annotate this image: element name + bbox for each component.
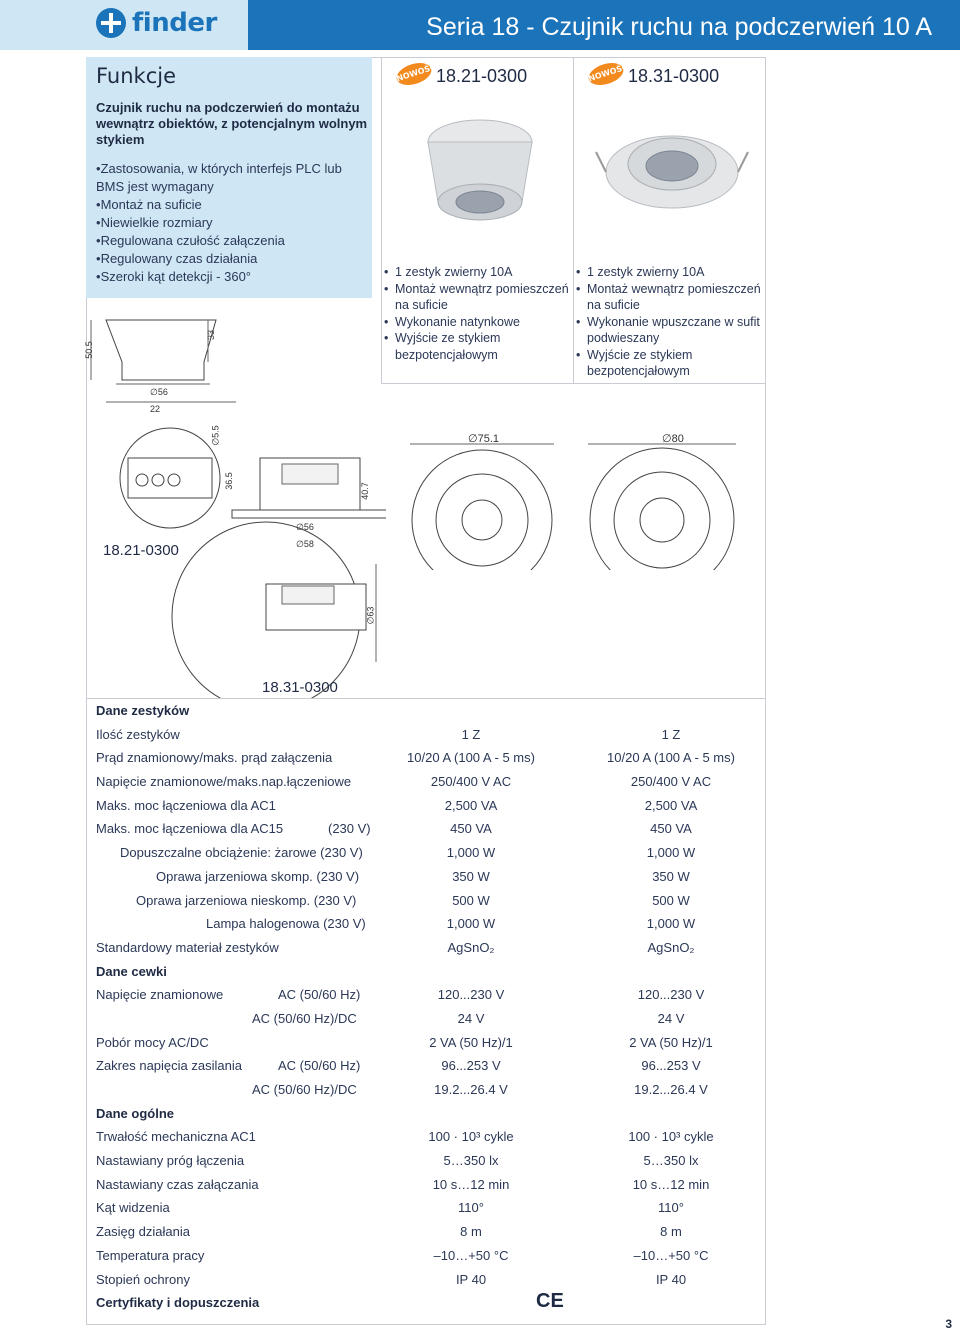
value-cell: 2 VA (50 Hz)/1: [429, 1034, 513, 1050]
value-cell: 5…350 lx: [643, 1153, 699, 1169]
dimension-label: ∅75.1: [468, 433, 499, 445]
table-row: [96, 866, 766, 890]
list-item: • Wykonanie wpuszczane w sufit podwieszany: [576, 314, 762, 347]
drawing-label: 18.21-0300: [103, 542, 179, 559]
spec-table: [96, 700, 766, 1316]
list-item: • Regulowana czułość załączenia: [96, 232, 371, 250]
table-row: [96, 1197, 766, 1221]
value-cell: 2 VA (50 Hz)/1: [629, 1034, 713, 1050]
row-label: Maks. moc łączeniowa dla AC1: [96, 797, 276, 813]
row-label: Dopuszczalne obciążenie: żarowe (230 V): [120, 845, 363, 861]
table-row: [96, 795, 766, 819]
list-item: • Montaż wewnątrz pomieszczeń na suficie: [576, 281, 762, 314]
dimension-label: ∅63: [365, 606, 376, 625]
ce-mark-icon: CE: [536, 1290, 564, 1313]
table-section-header: [96, 1292, 766, 1316]
table-row: [96, 1032, 766, 1056]
value-cell: 24 V: [457, 1010, 485, 1026]
list-item: • Zastosowania, w których interfejs PLC lub BMS jest wymagany: [96, 160, 371, 196]
row-sublabel: AC (50/60 Hz)/DC: [252, 1010, 357, 1026]
row-label: Pobór mocy AC/DC: [96, 1034, 209, 1050]
table-row: [96, 842, 766, 866]
value-cell: 450 VA: [450, 821, 492, 837]
row-label: Napięcie znamionowe/maks.nap.łączeniowe: [96, 774, 352, 790]
new-badge: NOWOŚĆ: [586, 59, 626, 89]
table-row: [96, 913, 766, 937]
functions-description: Czujnik ruchu na podczerwień do montażu wewnątrz obiektów, z potencjalnym wolnym stykiem: [96, 100, 368, 147]
value-cell: 8 m: [660, 1224, 682, 1240]
table-row: [96, 1008, 766, 1032]
row-label: Napięcie znamionowe: [96, 987, 224, 1003]
value-cell: AgSnO₂: [647, 939, 695, 955]
value-cell: 1,000 W: [446, 845, 496, 861]
brand-name: finder: [132, 8, 217, 38]
dimension-label: 22: [150, 404, 161, 414]
row-label: Kąt widzenia: [96, 1200, 170, 1216]
value-cell: 96...253 V: [641, 1058, 701, 1074]
value-cell: 10 s…12 min: [432, 1176, 510, 1192]
value-cell: 24 V: [657, 1010, 685, 1026]
drawing-label: 18.31-0300: [262, 679, 338, 696]
row-label: Maks. moc łączeniowa dla AC15: [96, 821, 284, 837]
table-row: [96, 1174, 766, 1198]
row-label: Zakres napięcia zasilania: [96, 1058, 242, 1074]
table-row: [96, 937, 766, 961]
value-cell: 1,000 W: [646, 845, 696, 861]
product-code: 18.21-0300: [436, 66, 528, 86]
row-label: Oprawa jarzeniowa skomp. (230 V): [156, 868, 360, 884]
technical-drawings-front: [400, 430, 760, 570]
value-cell: 19.2...26.4 V: [434, 1082, 508, 1097]
row-label: Trwałość mechaniczna AC1: [96, 1129, 256, 1145]
value-cell: 120...230 V: [637, 987, 705, 1003]
value-cell: 500 W: [452, 892, 490, 908]
product-photo-18-21: [400, 92, 560, 252]
value-cell: 100 · 10³ cykle: [628, 1129, 714, 1145]
value-cell: 350 W: [652, 868, 690, 884]
product-features: [576, 264, 762, 380]
divider: [381, 383, 766, 384]
value-cell: 10 s…12 min: [632, 1176, 710, 1192]
dimension-label: 33: [206, 329, 217, 341]
row-sublabel: AC (50/60 Hz)/DC: [252, 1082, 357, 1097]
list-item: • Wyjście ze stykiem bezpotencjałowym: [384, 330, 569, 363]
product-features: [384, 264, 569, 363]
series-title: Seria 18 - Czujnik ruchu na podczerwień 10 A: [248, 0, 960, 50]
list-item: • Montaż wewnątrz pomieszczeń na suficie: [384, 281, 569, 314]
value-cell: AgSnO₂: [447, 939, 495, 955]
table-row: [96, 1221, 766, 1245]
row-label: Dane cewki: [96, 963, 167, 979]
page-number: 3: [945, 1317, 952, 1331]
row-sublabel: (230 V): [328, 821, 371, 837]
dimension-label: 36.5: [223, 472, 234, 490]
functions-list: [96, 160, 371, 286]
table-row: [96, 747, 766, 771]
row-label: Oprawa jarzeniowa nieskomp. (230 V): [136, 892, 357, 908]
table-row: [96, 1150, 766, 1174]
row-label: Zasięg działania: [96, 1224, 190, 1240]
row-label: Nastawiany czas załączania: [96, 1176, 259, 1192]
value-cell: IP 40: [455, 1271, 487, 1287]
row-label: Dane zestyków: [96, 703, 190, 718]
value-cell: 5…350 lx: [443, 1153, 499, 1169]
value-cell: 450 VA: [650, 821, 692, 837]
table-row: [96, 1126, 766, 1150]
dimension-label: ∅5.5: [210, 425, 221, 446]
row-label: Dane ogólne: [96, 1105, 175, 1121]
functions-title: Funkcje: [96, 64, 177, 88]
value-cell: 1,000 W: [646, 916, 696, 932]
row-sublabel: AC (50/60 Hz): [278, 1058, 361, 1074]
list-item: • Wyjście ze stykiem bezpotencjałowym: [576, 347, 762, 380]
table-row: [96, 1269, 766, 1293]
row-label: Ilość zestyków: [96, 726, 180, 742]
row-label: Stopień ochrony: [96, 1271, 190, 1287]
table-row: [96, 771, 766, 795]
product-photo-18-31: [592, 92, 752, 252]
table-row: [96, 890, 766, 914]
table-section-header: [96, 1103, 766, 1127]
dimension-label: ∅56: [296, 522, 314, 532]
list-item: • 1 zestyk zwierny 10A: [576, 264, 762, 281]
list-item: • Szeroki kąt detekcji - 360°: [96, 268, 371, 286]
list-item: • Wykonanie natynkowe: [384, 314, 569, 331]
value-cell: 10/20 A (100 A - 5 ms): [607, 750, 735, 766]
value-cell: 1 Z: [661, 726, 681, 742]
dimension-label: ∅58: [296, 539, 314, 549]
list-item: • Montaż na suficie: [96, 196, 371, 214]
value-cell: 8 m: [460, 1224, 482, 1240]
table-section-header: [96, 700, 766, 724]
value-cell: 96...253 V: [441, 1058, 501, 1074]
value-cell: 250/400 V AC: [630, 774, 712, 790]
new-badge: NOWOŚĆ: [394, 59, 434, 89]
value-cell: 2,500 VA: [444, 797, 498, 813]
value-cell: 250/400 V AC: [430, 774, 512, 790]
value-cell: 110°: [658, 1200, 684, 1216]
table-section-header: [96, 961, 766, 985]
value-cell: 120...230 V: [437, 987, 505, 1003]
row-sublabel: AC (50/60 Hz): [278, 987, 361, 1003]
value-cell: 1 Z: [461, 726, 481, 742]
table-row: [96, 984, 766, 1008]
row-label: Nastawiany próg łączenia: [96, 1153, 245, 1169]
value-cell: IP 40: [655, 1271, 687, 1287]
value-cell: 10/20 A (100 A - 5 ms): [407, 750, 535, 766]
value-cell: –10…+50 °C: [633, 1247, 709, 1263]
value-cell: 350 W: [452, 868, 490, 884]
list-item: • Niewielkie rozmiary: [96, 214, 371, 232]
table-row: [96, 1245, 766, 1269]
value-cell: 1,000 W: [446, 916, 496, 932]
divider: [573, 57, 574, 383]
list-item: • Regulowany czas działania: [96, 250, 371, 268]
finder-logo-icon: [96, 8, 126, 38]
value-cell: 100 · 10³ cykle: [428, 1129, 514, 1145]
dimension-label: 50.5: [83, 341, 94, 359]
product-code: 18.31-0300: [628, 66, 720, 86]
list-item: • 1 zestyk zwierny 10A: [384, 264, 569, 281]
table-row: [96, 1055, 766, 1079]
row-label: Prąd znamionowy/maks. prąd załączenia: [96, 750, 333, 766]
value-cell: 110°: [458, 1200, 484, 1216]
dimension-label: ∅80: [662, 433, 684, 445]
divider: [86, 698, 766, 699]
row-label: Certyfikaty i dopuszczenia: [96, 1295, 260, 1311]
row-label: Lampa halogenowa (230 V): [206, 916, 366, 932]
dimension-label: ∅56: [150, 387, 168, 397]
row-label: Standardowy materiał zestyków: [96, 939, 279, 955]
value-cell: 19.2...26.4 V: [634, 1082, 708, 1097]
value-cell: 2,500 VA: [644, 797, 698, 813]
table-row: [96, 818, 766, 842]
table-row: [96, 724, 766, 748]
value-cell: 500 W: [652, 892, 690, 908]
finder-logo: [96, 8, 217, 38]
row-label: Temperatura pracy: [96, 1247, 205, 1263]
technical-drawings-left: [83, 298, 386, 698]
table-row: [96, 1079, 766, 1103]
dimension-label: 40.7: [359, 482, 370, 500]
value-cell: –10…+50 °C: [433, 1247, 509, 1263]
